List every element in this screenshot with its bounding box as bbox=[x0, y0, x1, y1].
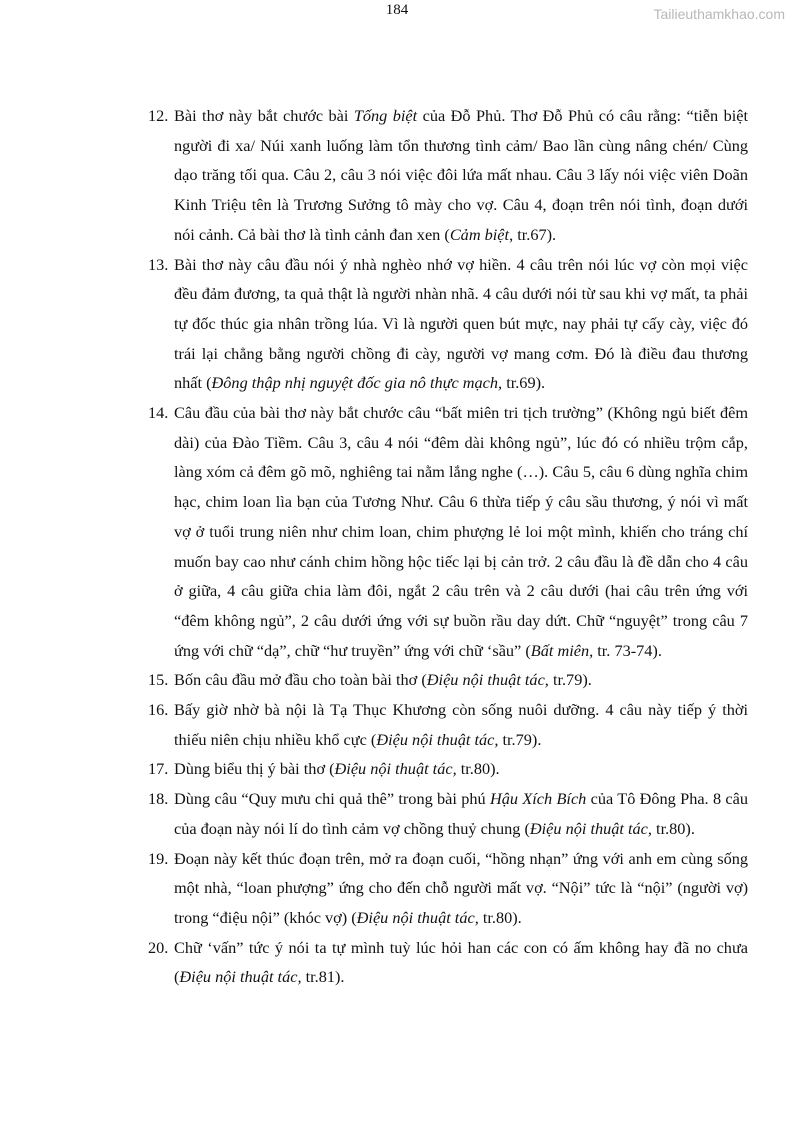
cited-title: Điệu nội thuật tác, bbox=[529, 818, 652, 838]
note-number: 18. bbox=[148, 789, 169, 809]
note-text-segment: tr.79). bbox=[498, 729, 542, 749]
note-text-segment: Dùng biểu thị ý bài thơ ( bbox=[174, 759, 335, 779]
cited-title: Điệu nội thuật tác, bbox=[334, 759, 457, 779]
note-text-segment: Bài thơ này bắt chước bài bbox=[174, 106, 354, 125]
cited-title: Cảm biệt bbox=[449, 224, 510, 244]
note-text bbox=[174, 665, 748, 695]
cited-title: Tống biệt bbox=[353, 106, 418, 125]
note-text-segment: tr.80). bbox=[478, 907, 522, 927]
note-text bbox=[174, 754, 748, 784]
note-item bbox=[148, 398, 748, 665]
cited-title: Bất miên, bbox=[530, 640, 594, 660]
note-text bbox=[174, 695, 748, 754]
note-number: 16. bbox=[148, 700, 169, 720]
note-text-segment: Chữ ‘vấn” tức ý nói ta tự mình tuỳ lúc hỏi han các con có ấm không hay đã no chưa ( bbox=[174, 937, 748, 987]
watermark: Tailieuthamkhao.com bbox=[653, 6, 785, 22]
note-text-segment: tr. 73-74). bbox=[593, 640, 662, 660]
note-text-segment: tr.81). bbox=[301, 967, 345, 987]
note-number: 20. bbox=[148, 937, 169, 957]
note-item bbox=[148, 250, 748, 399]
note-text bbox=[174, 784, 748, 843]
note-text-segment: của Đỗ Phủ. Thơ Đỗ Phủ có câu rằng: “tiễn biệt người đi xa/ Núi xanh luống làm tổn thương tình cảm/ Bao lần cùng nâng chén/ Cùng dạo trăng tối qua. Câu 2, câu 3 nói việc đôi lứa mất nhau. Câu 3 lấy nói việc viên Doãn Kinh Triệu tên là Trương Sưởng tô mày cho vợ. Câu 4, đoạn trên nói tình, đoạn dưới nói cảnh. Cả bài thơ là tình cảnh đan xen ( bbox=[174, 106, 749, 244]
note-text bbox=[174, 844, 748, 933]
note-text-segment: Đoạn này kết thúc đoạn trên, mở ra đoạn cuối, “hồng nhạn” ứng với anh em cùng sống một nhà, “loan phượng” ứng cho đến chỗ người mất vợ. “Nội” tức là “nội” (người vợ) trong “điệu nội” (khóc vợ) ( bbox=[174, 848, 748, 927]
note-text bbox=[174, 933, 748, 992]
note-text bbox=[174, 101, 748, 250]
note-text-segment: Bốn câu đầu mở đầu cho toàn bài thơ ( bbox=[174, 670, 427, 690]
cited-title: Hậu Xích Bích bbox=[489, 789, 587, 809]
note-number: 14. bbox=[148, 403, 169, 423]
note-item bbox=[148, 695, 748, 754]
note-number: 13. bbox=[148, 254, 169, 274]
note-item bbox=[148, 784, 748, 843]
note-text-segment: , tr.67). bbox=[509, 224, 557, 244]
note-text-segment: Bài thơ này câu đầu nói ý nhà nghèo nhớ vợ hiền. 4 câu trên nói lúc vợ còn mọi việc đều đảm đương, ta quả thật là người nhàn nhã. 4 câu dưới nói từ sau khi vợ mất, ta phải tự đốc thúc gia nhân trồng lúa. Vì là người quen bút mực, nay phải tự cấy cày, việc đó trái lại chẳng bằng người chồng đi cày, người vợ mang cơm. Đó là điều đau thương nhất ( bbox=[174, 254, 748, 393]
note-item bbox=[148, 101, 748, 250]
note-text bbox=[174, 250, 748, 399]
cited-title: Đông thập nhị nguyệt đốc gia nô thực mạch, bbox=[211, 373, 503, 393]
note-text-segment: tr.79). bbox=[548, 670, 592, 690]
note-text-segment: của Tô Đông Pha. 8 câu của đoạn này nói lí do tình cảm vợ chồng thuỷ chung ( bbox=[174, 789, 748, 838]
note-text-segment: Dùng câu “Quy mưu chi quả thê” trong bài phú bbox=[174, 789, 490, 809]
note-text-segment: tr.69). bbox=[502, 373, 546, 393]
cited-title: Điệu nội thuật tác, bbox=[376, 729, 499, 749]
note-number: 17. bbox=[148, 759, 169, 779]
note-text-segment: Câu đầu của bài thơ này bắt chước câu “bất miên tri tịch trường” (Không ngủ biết đêm dài) của Đào Tiềm. Câu 3, câu 4 nói “đêm dài không ngủ”, lúc đó có nhiều trộm cắp, làng xóm cả đêm gõ mõ, nghiêng tai nằm lắng nghe (…). Câu 5, câu 6 dùng nghĩa chim hạc, chim loan lìa bạn của Tương Như. Câu 6 thừa tiếp ý câu sầu thương, ý nói vì mất vợ ở tuổi trung niên như chim loan, chim phượng lẻ loi một mình, khiến cho tráng chí muốn bay cao như cánh chim hồng hộc tiếc lại bị cản trở. 2 câu đầu là đề dẫn cho 4 câu ở giữa, 4 câu giữa chia làm đôi, ngắt 2 câu trên và 2 câu dưới (hai câu trên ứng với “đêm không ngủ”, 2 câu dưới ứng với sự buồn rầu day dứt. Chữ “nguyệt” trong câu 7 ứng với chữ “dạ”, chữ “hư truyền” ứng với chữ ‘sầu” ( bbox=[174, 403, 748, 660]
note-item bbox=[148, 754, 748, 784]
note-item bbox=[148, 665, 748, 695]
note-number: 12. bbox=[148, 106, 169, 125]
note-text-segment: Bấy giờ nhờ bà nội là Tạ Thục Khương còn sống nuôi dưỡng. 4 câu này tiếp ý thời thiếu niên chịu nhiều khổ cực ( bbox=[174, 700, 748, 749]
cited-title: Điệu nội thuật tác, bbox=[179, 967, 302, 987]
note-item bbox=[148, 844, 748, 933]
note-number: 19. bbox=[148, 848, 169, 868]
notes-list bbox=[148, 101, 748, 992]
note-text bbox=[174, 398, 748, 665]
cited-title: Điệu nội thuật tác, bbox=[426, 670, 549, 690]
note-text-segment: tr.80). bbox=[651, 818, 695, 838]
note-number: 15. bbox=[148, 670, 169, 690]
note-text-segment: tr.80). bbox=[456, 759, 500, 779]
page-number: 184 bbox=[385, 2, 409, 18]
note-item bbox=[148, 933, 748, 992]
cited-title: Điệu nội thuật tác, bbox=[356, 907, 479, 927]
